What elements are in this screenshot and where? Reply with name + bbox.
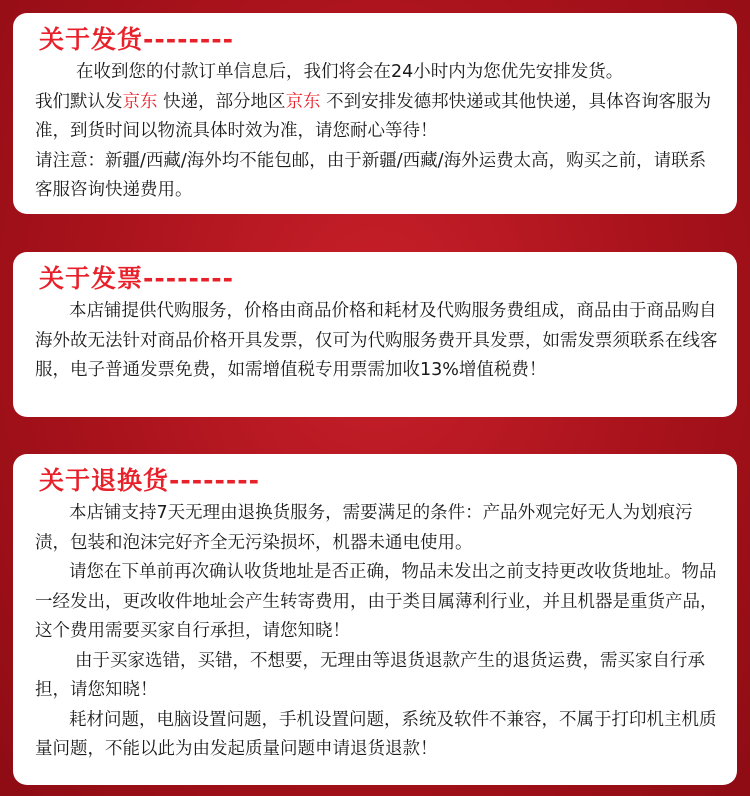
returns-paragraph-3: 由于买家选错，买错，不想要，无理由等退货退款产生的退货运费，需买家自行承担，请您知晓！	[35, 650, 705, 700]
returns-paragraph-1: 本店铺支持7天无理由退换货服务，需要满足的条件：产品外观完好无人为划痕污渍，包装和泡沫完好齐全无污染损坏，机器未通电使用。	[35, 503, 693, 553]
shipping-card	[13, 13, 737, 214]
shipping-text-c: 不到安排发德邦快递或其他快递，具体咨询客服为准，到货时间以物流具体时效为准，请您耐心等待！	[35, 91, 712, 141]
invoice-title: 关于发票--------	[39, 264, 235, 293]
shipping-text-b: 快递，部分地区	[157, 91, 286, 112]
invoice-card	[13, 252, 737, 417]
shipping-paragraph-2	[35, 88, 723, 147]
courier-brand-2: 京东	[285, 91, 321, 112]
shipping-paragraph-3: 请注意：新疆/西藏/海外均不能包邮，由于新疆/西藏/海外运费太高，购买之前，请联系客服咨询快递费用。	[35, 150, 707, 200]
invoice-paragraph-1: 本店铺提供代购服务，价格由商品价格和耗材及代购服务费组成，商品由于商品购自海外故无法针对商品价格开具发票，仅可为代购服务费开具发票，如需发票须联系在线客服，电子普通发票免费，如需增值税专用票需加收13%增值税费！	[35, 301, 718, 380]
shipping-text-a: 我们默认发	[35, 91, 123, 112]
returns-title: 关于退换货--------	[39, 466, 261, 495]
shipping-paragraph-1: 在收到您的付款订单信息后，我们将会在24小时内为您优先安排发货。	[76, 62, 624, 82]
returns-card	[13, 454, 737, 785]
shipping-title: 关于发货--------	[39, 25, 235, 54]
courier-brand-1: 京东	[122, 91, 158, 112]
returns-paragraph-2: 请您在下单前再次确认收货地址是否正确，物品未发出之前支持更改收货地址。物品一经发出，更改收件地址会产生转寄费用，由于类目属薄利行业，并且机器是重货产品，这个费用需要买家自行承担，请您知晓！	[35, 562, 718, 641]
returns-paragraph-4: 耗材问题，电脑设置问题，手机设置问题，系统及软件不兼容，不属于打印机主机质量问题，不能以此为由发起质量问题申请退货退款！	[35, 709, 717, 759]
